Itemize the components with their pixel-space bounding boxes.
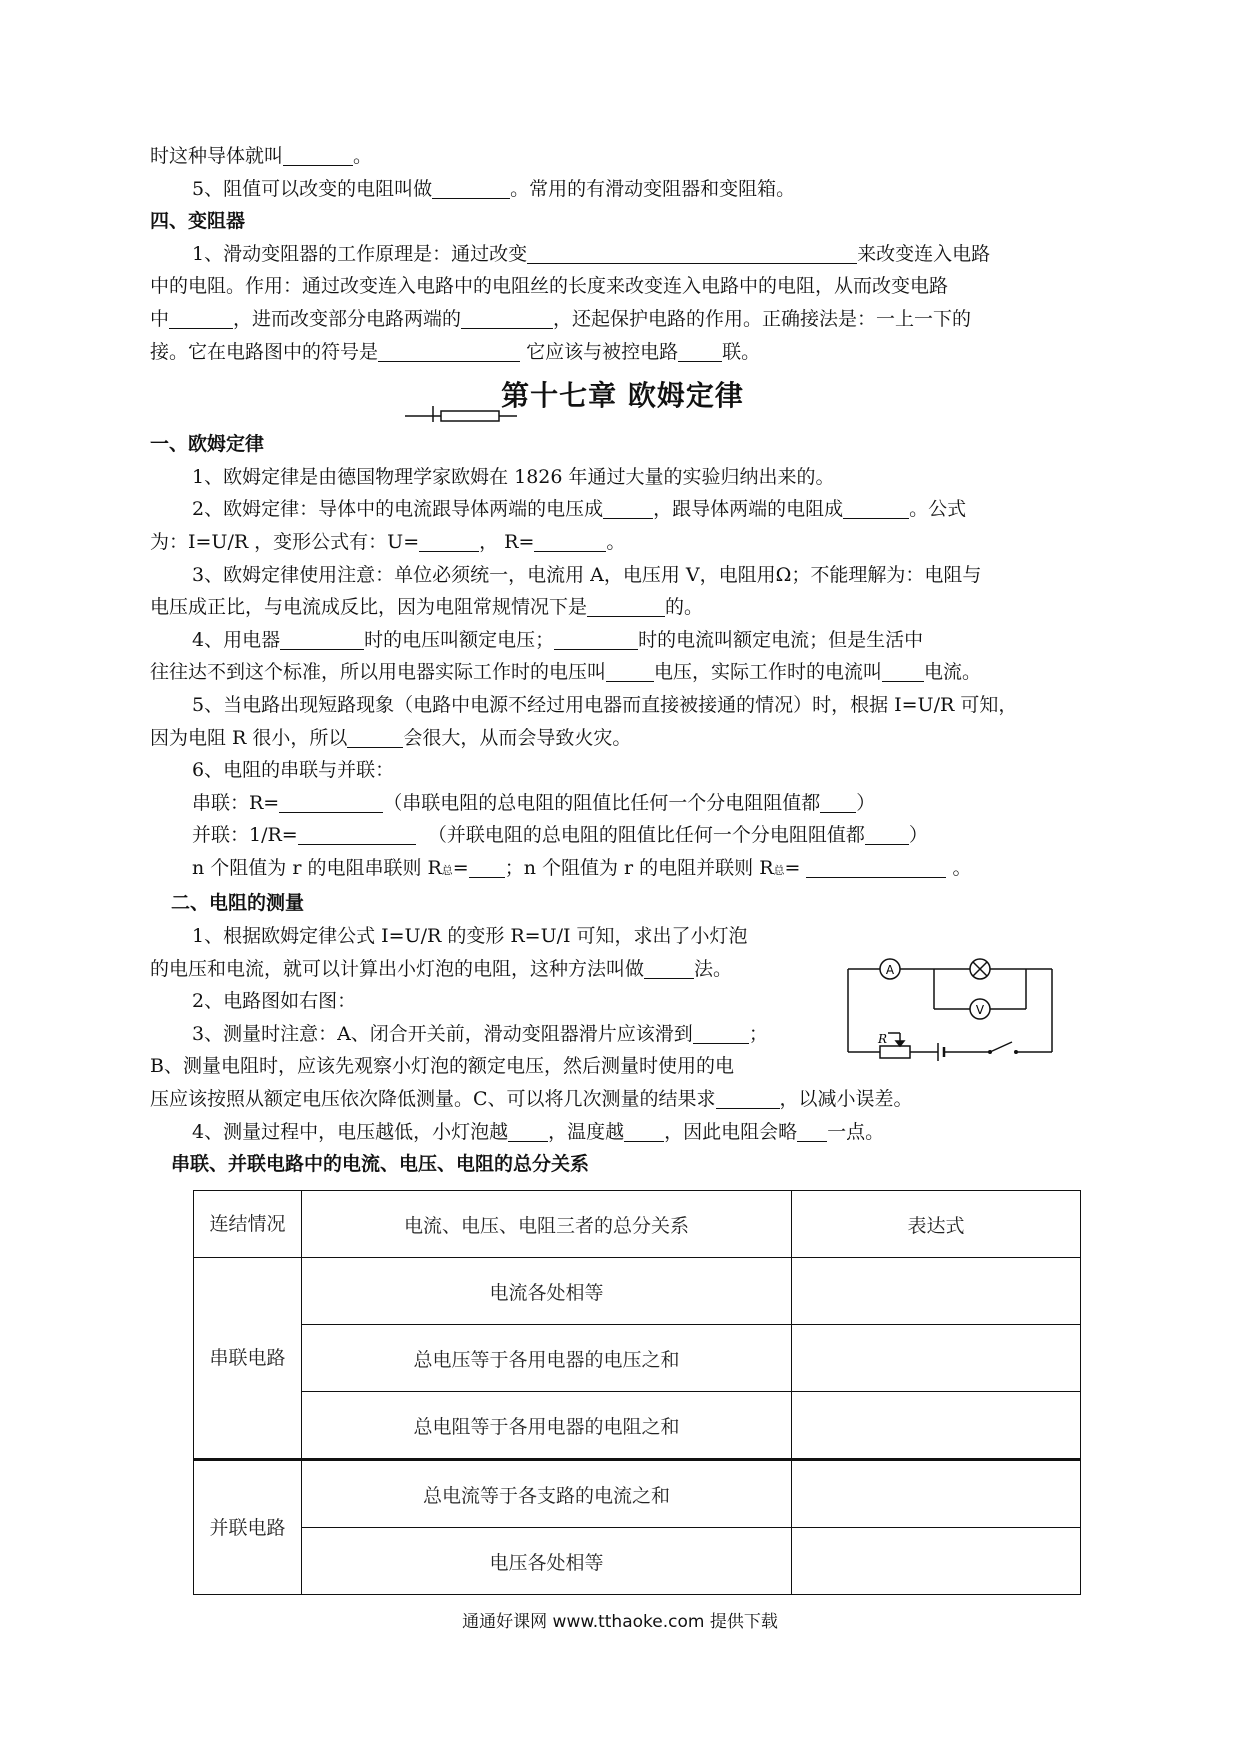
table-row bbox=[194, 1392, 1081, 1460]
text-line: 时这种导体就叫 。 bbox=[150, 145, 373, 167]
fill-blank[interactable] bbox=[693, 1023, 749, 1044]
text-line: 中 ，进而改变部分电路两端的 ，还起保护电路的作用。正确接法是：一上一下的 bbox=[150, 307, 972, 330]
fill-blank[interactable] bbox=[347, 727, 403, 748]
fill-blank[interactable] bbox=[603, 498, 653, 519]
text-line: 的电压和电流，就可以计算出小灯泡的电阻，这种方法叫做 法。 bbox=[150, 957, 733, 980]
relation-cell: 电流各处相等 bbox=[302, 1258, 792, 1325]
text-line: 为：I=U/R ，变形公式有：U= ， R= 。 bbox=[150, 530, 626, 553]
relation-cell: 总电流等于各支路的电流之和 bbox=[302, 1460, 792, 1528]
section-heading: 一、欧姆定律 bbox=[150, 433, 265, 456]
relation-cell: 总电阻等于各用电器的电阻之和 bbox=[302, 1392, 792, 1460]
text-line: 2、电路图如右图： bbox=[192, 990, 357, 1013]
fill-blank[interactable] bbox=[279, 792, 383, 813]
text-line: 6、电阻的串联与并联： bbox=[192, 759, 395, 782]
fill-blank[interactable] bbox=[843, 498, 909, 519]
fill-blank[interactable] bbox=[820, 792, 856, 813]
text-line: n 个阻值为 r 的电阻串联则 R总= ；n 个阻值为 r 的电阻并联则 R总= 。 bbox=[192, 856, 972, 879]
fill-blank[interactable] bbox=[298, 824, 416, 845]
page-footer: 通通好课网 www.tthaoke.com 提供下载 bbox=[462, 1612, 778, 1632]
rheostat-label: R bbox=[878, 1032, 888, 1046]
table-row bbox=[194, 1258, 1081, 1325]
text-line: 2、欧姆定律：导体中的电流跟导体两端的电压成 ，跟导体两端的电阻成 。公式 bbox=[192, 498, 967, 521]
fill-blank[interactable] bbox=[419, 531, 479, 552]
text-line: 1、根据欧姆定律公式 I=U/R 的变形 R=U/I 可知，求出了小灯泡 bbox=[192, 925, 748, 948]
text-line: 中的电阻。作用：通过改变连入电路中的电阻丝的长度来改变连入电路中的电阻，从而改变电路 bbox=[150, 275, 949, 298]
expression-cell[interactable] bbox=[792, 1460, 1081, 1528]
text-line: 4、用电器 时的电压叫额定电压； 时的电流叫额定电流；但是生活中 bbox=[192, 628, 924, 651]
fill-blank[interactable] bbox=[432, 178, 510, 199]
fill-blank[interactable] bbox=[797, 1121, 827, 1142]
text-line: 3、测量时注意：A、闭合开关前，滑动变阻器滑片应该滑到 ； bbox=[192, 1022, 768, 1045]
fill-blank[interactable] bbox=[806, 857, 946, 878]
section-heading: 四、变阻器 bbox=[150, 210, 246, 233]
expression-cell[interactable] bbox=[792, 1325, 1081, 1392]
expression-cell[interactable] bbox=[792, 1258, 1081, 1325]
fill-blank[interactable] bbox=[624, 1121, 664, 1142]
series-group-label: 串联电路 bbox=[194, 1258, 302, 1460]
text-line: B、测量电阻时，应该先观察小灯泡的额定电压，然后测量时使用的电 bbox=[150, 1055, 734, 1078]
circuit-diagram bbox=[840, 947, 1076, 1065]
expression-cell[interactable] bbox=[792, 1392, 1081, 1460]
parallel-group-label: 并联电路 bbox=[194, 1460, 302, 1595]
text-line: 串联：R= （串联电阻的总电阻的阻值比任何一个分电阻阻值都 ） bbox=[192, 791, 876, 814]
fill-blank[interactable] bbox=[508, 1121, 548, 1142]
worksheet-page bbox=[150, 140, 1095, 1574]
table-header-row bbox=[194, 1191, 1081, 1258]
fill-blank[interactable] bbox=[527, 243, 857, 264]
text-line: 5、当电路出现短路现象（电路中电源不经过用电器而直接被接通的情况）时，根据 I=U/R 可知， bbox=[192, 693, 1018, 716]
text-line: 因为电阻 R 很小，所以 会很大，从而会导致火灾。 bbox=[150, 726, 632, 749]
table-row bbox=[194, 1325, 1081, 1392]
table-row bbox=[194, 1460, 1081, 1528]
fill-blank[interactable] bbox=[280, 629, 364, 650]
relation-cell: 电压各处相等 bbox=[302, 1528, 792, 1595]
fill-blank[interactable] bbox=[283, 145, 353, 166]
text-line: 电压成正比，与电流成反比，因为电阻常规情况下是 的。 bbox=[150, 596, 704, 619]
header-cell: 电流、电压、电阻三者的总分关系 bbox=[302, 1191, 792, 1258]
text-line: 5、阻值可以改变的电阻叫做 。常用的有滑动变阻器和变阻箱。 bbox=[192, 177, 796, 200]
expression-cell[interactable] bbox=[792, 1528, 1081, 1595]
text-line: 3、欧姆定律使用注意：单位必须统一，电流用 A，电压用 V，电阻用Ω；不能理解为：电阻与 bbox=[192, 563, 982, 586]
text-line: 接。它在电路图中的符号是 它应该与被控电路 联。 bbox=[150, 340, 761, 363]
text-line: 往往达不到这个标准，所以用电器实际工作时的电压叫 电压，实际工作时的电流叫 电流。 bbox=[150, 661, 982, 684]
fill-blank[interactable] bbox=[378, 341, 520, 362]
text-line: 1、欧姆定律是由德国物理学家欧姆在 1826 年通过大量的实验归纳出来的。 bbox=[192, 465, 835, 488]
fill-blank[interactable] bbox=[169, 308, 233, 329]
fill-blank[interactable] bbox=[716, 1088, 780, 1109]
text-line: 4、测量过程中，电压越低，小灯泡越 ，温度越 ，因此电阻会略 一点。 bbox=[192, 1120, 885, 1143]
fill-blank[interactable] bbox=[865, 824, 909, 845]
header-cell: 连结情况 bbox=[194, 1191, 302, 1258]
fill-blank[interactable] bbox=[882, 661, 924, 682]
fill-blank[interactable] bbox=[469, 857, 505, 878]
voltmeter-label: V bbox=[975, 1003, 985, 1017]
summary-table bbox=[193, 1190, 1081, 1595]
header-cell: 表达式 bbox=[792, 1191, 1081, 1258]
rheostat-symbol-icon bbox=[405, 406, 517, 440]
fill-blank[interactable] bbox=[554, 629, 638, 650]
section-heading: 二、电阻的测量 bbox=[171, 892, 305, 915]
fill-blank[interactable] bbox=[461, 308, 553, 329]
ammeter-label: A bbox=[885, 963, 895, 977]
table-caption: 串联、并联电路中的电流、电压、电阻的总分关系 bbox=[171, 1153, 590, 1176]
fill-blank[interactable] bbox=[606, 661, 654, 682]
fill-blank[interactable] bbox=[644, 958, 694, 979]
text-line: 压应该按照从额定电压依次降低测量。C、可以将几次测量的结果求 ，以减小误差。 bbox=[150, 1088, 913, 1111]
chapter-header bbox=[150, 368, 1095, 428]
fill-blank[interactable] bbox=[534, 531, 606, 552]
fill-blank[interactable] bbox=[587, 596, 665, 617]
text-line: 1、滑动变阻器的工作原理是：通过改变 来改变连入电路 bbox=[192, 242, 991, 265]
table-row bbox=[194, 1528, 1081, 1595]
chapter-title: 第十七章 欧姆定律 bbox=[501, 379, 744, 413]
text-line: 并联：1/R= （并联电阻的总电阻的阻值比任何一个分电阻阻值都 ） bbox=[192, 824, 928, 847]
relation-cell: 总电压等于各用电器的电压之和 bbox=[302, 1325, 792, 1392]
fill-blank[interactable] bbox=[678, 341, 722, 362]
